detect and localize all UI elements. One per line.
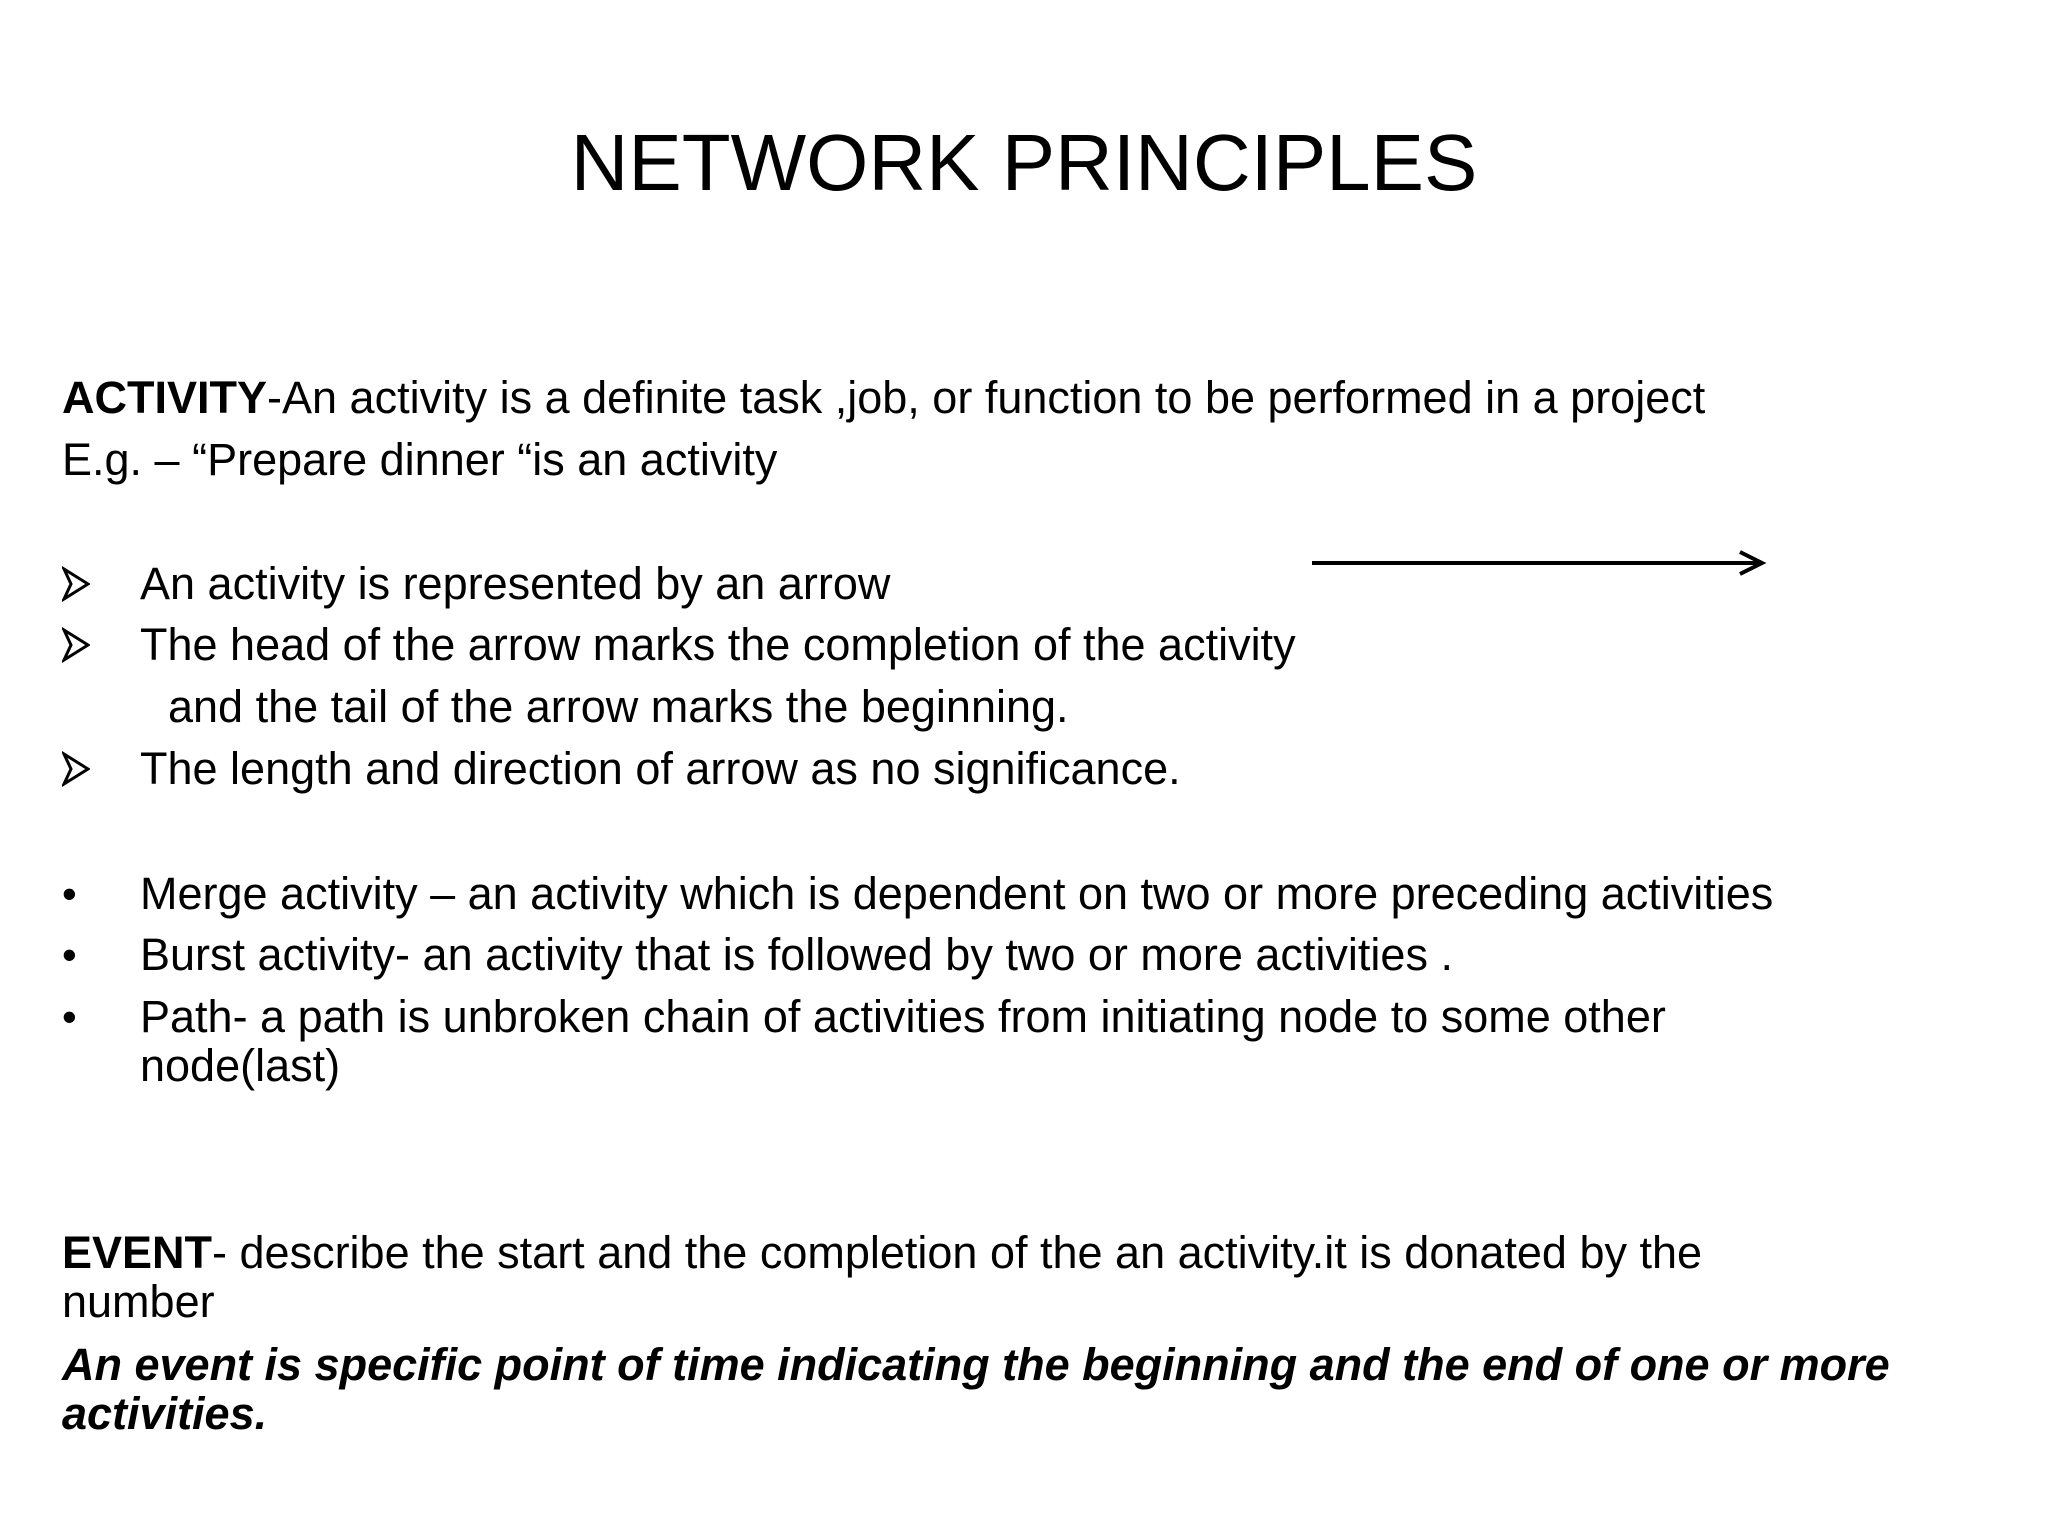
bullet-marker: •: [62, 931, 77, 978]
bullet-marker: •: [62, 993, 77, 1040]
event-definition: [62, 1226, 1702, 1280]
activity-definition: [62, 371, 1705, 425]
arrow-bullet-icon: [62, 618, 122, 672]
event-definition-line-2: number: [62, 1276, 215, 1327]
event-definition-text: - describe the start and the completion of the an activity.it is donated by the: [212, 1227, 1703, 1278]
event-emphasis-line-2: activities.: [62, 1388, 268, 1439]
slide-title: NETWORK PRINCIPLES: [570, 118, 1478, 207]
arrow-bullet-icon: [62, 557, 122, 611]
activity-definition-text: -An activity is a definite task ,job, or function to be performed in a project: [267, 372, 1706, 423]
bullet-path-line-1: Path- a path is unbroken chain of activities from initiating node to some other: [140, 991, 1666, 1042]
bullet-merge-activity: Merge activity – an activity which is dependent on two or more preceding activities: [140, 868, 1774, 919]
arrow-point-1: An activity is represented by an arrow: [140, 558, 891, 609]
event-emphasis-line-1: An event is specific point of time indicating the beginning and the end of one or more: [62, 1339, 1890, 1390]
arrow-point-2: The head of the arrow marks the completion of the activity: [140, 619, 1296, 670]
bullet-marker: •: [62, 870, 77, 917]
arrow-bullet-icon: [62, 742, 122, 796]
arrow-point-2-continuation: and the tail of the arrow marks the beginning.: [168, 681, 1069, 732]
event-term: EVENT: [62, 1227, 213, 1278]
activity-term: ACTIVITY: [62, 372, 268, 423]
bullet-path-line-2: node(last): [140, 1040, 341, 1091]
arrow-point-3: The length and direction of arrow as no significance.: [140, 743, 1181, 794]
bullet-burst-activity: Burst activity- an activity that is followed by two or more activities .: [140, 929, 1453, 980]
activity-example: E.g. – “Prepare dinner “is an activity: [62, 434, 778, 485]
right-arrow-icon: [1310, 548, 1770, 578]
